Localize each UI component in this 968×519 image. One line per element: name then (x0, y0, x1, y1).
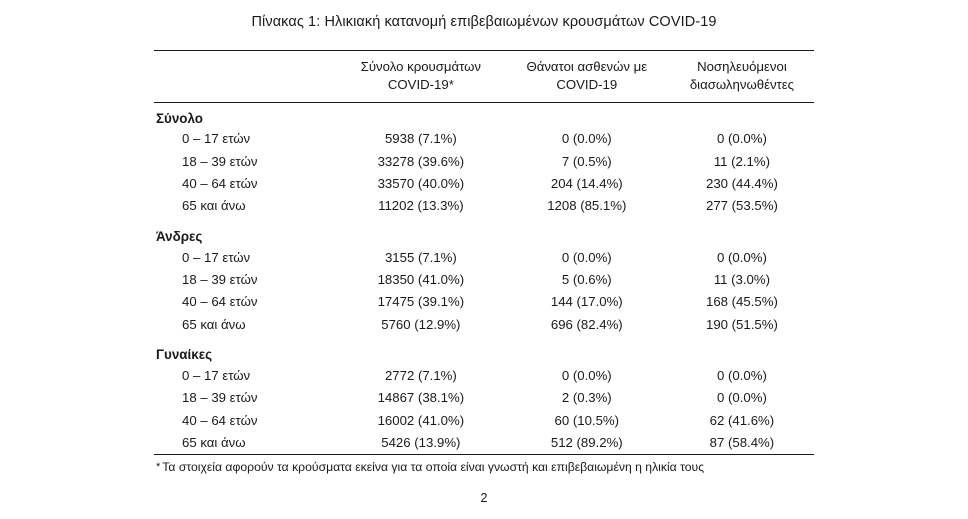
cell-deaths: 0 (0.0%) (561, 249, 612, 265)
row-label: 65 και άνω (182, 316, 246, 332)
column-header-deaths-line2: COVID-19 (556, 76, 618, 92)
cell-intubated: 62 (41.6%) (709, 412, 775, 428)
cell-intubated: 0 (0.0%) (717, 131, 767, 147)
cell-cases: 5938 (7.1%) (384, 131, 457, 147)
cell-deaths: 204 (14.4%) (550, 175, 623, 191)
table-group-header (154, 339, 814, 364)
cell-deaths: 2 (0.3%) (561, 390, 612, 406)
cell-cases: 18350 (41.0%) (377, 271, 465, 287)
table-row (154, 150, 814, 172)
row-label: 18 – 39 ετών (182, 271, 258, 287)
table-header (154, 51, 814, 103)
cell-cases: 16002 (41.0%) (377, 412, 465, 428)
cell-cases: 33570 (40.0%) (377, 175, 465, 191)
cell-intubated: 11 (3.0%) (713, 271, 771, 287)
footnote-text: Τα στοιχεία αφορούν τα κρούσματα εκείνα για τα οποία είναι γνωστή και επιβεβαιωμένη η ηλικία τους (162, 459, 705, 474)
column-header-cases-line1: Σύνολο κρουσμάτων (360, 59, 482, 74)
table-row (154, 268, 814, 290)
table-row (154, 246, 814, 268)
page-title: Πίνακας 1: Ηλικιακή κατανομή επιβεβαιωμένων κρουσμάτων COVID-19 (251, 14, 717, 30)
cell-deaths: 0 (0.0%) (561, 131, 612, 147)
cell-intubated: 190 (51.5%) (706, 316, 778, 332)
table-row (154, 387, 814, 409)
cell-intubated: 168 (45.5%) (706, 294, 778, 310)
table-row (154, 313, 814, 335)
table-footnote (154, 460, 814, 476)
row-label: 18 – 39 ετών (182, 153, 258, 169)
cell-intubated: 230 (44.4%) (706, 175, 778, 191)
cell-intubated: 277 (53.5%) (706, 198, 778, 214)
table-header-row (154, 51, 814, 103)
cell-cases: 5426 (13.9%) (381, 435, 461, 450)
page-number: 2 (480, 491, 488, 505)
cell-cases: 11202 (13.3%) (378, 198, 464, 214)
column-header-category (154, 51, 338, 103)
cell-deaths: 1208 (85.1%) (547, 198, 627, 214)
column-header-deaths-line1: Θάνατοι ασθενών με (526, 59, 648, 74)
table-row (154, 409, 814, 431)
cell-cases: 14867 (38.1%) (377, 390, 465, 406)
row-label: 40 – 64 ετών (182, 175, 258, 191)
cell-deaths: 7 (0.5%) (561, 153, 612, 169)
cell-deaths: 512 (89.2%) (550, 435, 623, 450)
cell-intubated: 87 (58.4%) (709, 435, 775, 450)
table-row (154, 195, 814, 217)
table-group-header (154, 221, 814, 246)
table-row (154, 431, 814, 454)
table-row (154, 128, 814, 150)
row-label: 0 – 17 ετών (182, 249, 251, 265)
group-label-total: Σύνολο (156, 110, 203, 126)
cell-intubated: 0 (0.0%) (717, 367, 767, 383)
table-container (154, 50, 814, 455)
column-header-intubated-line1: Νοσηλευόμενοι (697, 59, 787, 74)
table-row (154, 291, 814, 313)
row-label: 40 – 64 ετών (182, 294, 258, 310)
column-header-intubated (670, 51, 814, 103)
cell-cases: 17475 (39.1%) (377, 294, 465, 310)
cell-cases: 33278 (39.6%) (377, 153, 465, 169)
row-label: 65 και άνω (182, 198, 246, 214)
age-distribution-table (154, 50, 814, 455)
cell-intubated: 0 (0.0%) (717, 390, 767, 406)
cell-deaths: 144 (17.0%) (550, 294, 623, 310)
table-group-header (154, 102, 814, 128)
cell-cases: 2772 (7.1%) (384, 367, 457, 383)
column-header-cases (338, 51, 504, 103)
cell-deaths: 5 (0.6%) (561, 271, 612, 287)
table-row (154, 172, 814, 194)
cell-cases: 3155 (7.1%) (384, 249, 457, 265)
row-label: 0 – 17 ετών (182, 131, 251, 147)
group-label-men: Άνδρες (156, 229, 203, 244)
table-row (154, 364, 814, 386)
column-header-cases-line2: COVID-19* (387, 76, 454, 92)
footnote-marker: * (156, 460, 161, 473)
column-header-intubated-line2: διασωληνωθέντες (689, 76, 794, 92)
column-header-deaths (504, 51, 670, 103)
row-label: 65 και άνω (182, 435, 246, 450)
row-label: 0 – 17 ετών (182, 367, 251, 383)
footnote-container (154, 455, 814, 476)
row-label: 18 – 39 ετών (182, 390, 258, 406)
cell-deaths: 0 (0.0%) (561, 367, 612, 383)
cell-deaths: 696 (82.4%) (550, 316, 623, 332)
cell-deaths: 60 (10.5%) (554, 412, 620, 428)
cell-intubated: 11 (2.1%) (713, 153, 771, 169)
group-label-women: Γυναίκες (156, 347, 213, 363)
table-body (154, 102, 814, 455)
row-label: 40 – 64 ετών (182, 412, 258, 428)
cell-cases: 5760 (12.9%) (381, 316, 461, 332)
cell-intubated: 0 (0.0%) (717, 249, 767, 265)
